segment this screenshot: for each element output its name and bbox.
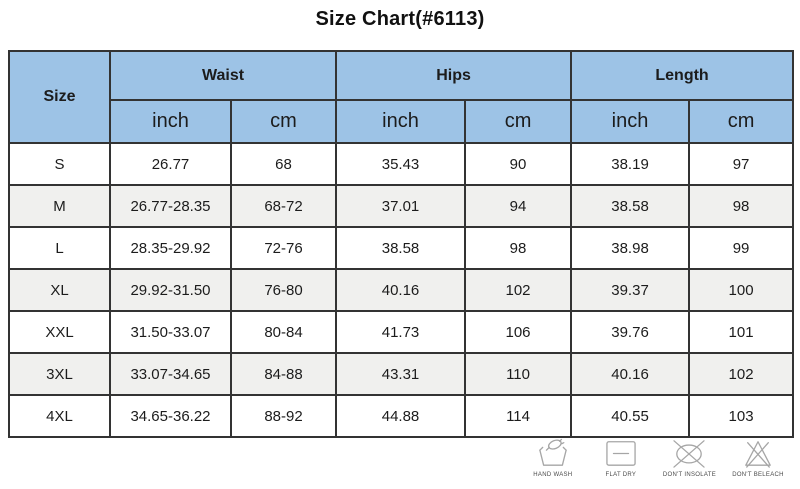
waist-cm-cell: 88-92 xyxy=(231,395,336,437)
size-cell: L xyxy=(9,227,110,269)
table-row-s xyxy=(9,143,793,185)
dont-insolate-icon xyxy=(669,438,709,468)
length-inch-cell: 39.76 xyxy=(571,311,689,353)
flat-dry-icon xyxy=(604,438,638,468)
length-inch-cell: 38.58 xyxy=(571,185,689,227)
waist-inch-cell: 31.50-33.07 xyxy=(110,311,231,353)
hips-inch-cell: 41.73 xyxy=(336,311,465,353)
size-chart-table xyxy=(8,50,794,438)
length-cm-header: cm xyxy=(689,100,793,143)
table-row-l xyxy=(9,227,793,269)
hips-inch-cell: 35.43 xyxy=(336,143,465,185)
waist-inch-cell: 34.65-36.22 xyxy=(110,395,231,437)
table-row-xxl xyxy=(9,311,793,353)
care-label: FLAT DRY xyxy=(605,472,637,478)
hand-wash-icon xyxy=(534,438,572,468)
length-inch-cell: 38.98 xyxy=(571,227,689,269)
size-cell: XXL xyxy=(9,311,110,353)
length-cm-cell: 99 xyxy=(689,227,793,269)
waist-cm-cell: 84-88 xyxy=(231,353,336,395)
care-item-dont-insolate xyxy=(663,438,716,479)
waist-inch-cell: 28.35-29.92 xyxy=(110,227,231,269)
hips-cm-header: cm xyxy=(465,100,571,143)
waist-cm-cell: 76-80 xyxy=(231,269,336,311)
hips-cm-cell: 94 xyxy=(465,185,571,227)
hips-inch-cell: 43.31 xyxy=(336,353,465,395)
hips-cm-cell: 102 xyxy=(465,269,571,311)
table-row-m xyxy=(9,185,793,227)
hips-inch-header: inch xyxy=(336,100,465,143)
care-item-dont-bleach xyxy=(732,438,784,479)
length-cm-cell: 103 xyxy=(689,395,793,437)
length-inch-cell: 39.37 xyxy=(571,269,689,311)
length-inch-header: inch xyxy=(571,100,689,143)
hips-group-header: Hips xyxy=(336,51,571,100)
page-title: Size Chart(#6113) xyxy=(315,8,485,30)
header-group-row xyxy=(9,51,793,100)
waist-inch-header: inch xyxy=(110,100,231,143)
length-cm-cell: 102 xyxy=(689,353,793,395)
care-item-flat-dry xyxy=(595,438,647,479)
length-inch-cell: 40.16 xyxy=(571,353,689,395)
size-cell: 3XL xyxy=(9,353,110,395)
waist-cm-cell: 72-76 xyxy=(231,227,336,269)
waist-cm-header: cm xyxy=(231,100,336,143)
length-cm-cell: 97 xyxy=(689,143,793,185)
hips-cm-cell: 90 xyxy=(465,143,571,185)
table-row-4xl xyxy=(9,395,793,437)
care-label: DON'T INSOLATE xyxy=(662,472,716,478)
size-cell: S xyxy=(9,143,110,185)
dont-bleach-icon xyxy=(740,438,776,468)
care-instructions-strip xyxy=(527,438,784,479)
hips-cm-cell: 106 xyxy=(465,311,571,353)
care-item-hand-wash xyxy=(527,438,579,479)
waist-cm-cell: 80-84 xyxy=(231,311,336,353)
size-cell: M xyxy=(9,185,110,227)
care-label: DON'T BELEACH xyxy=(732,472,784,478)
waist-inch-cell: 26.77-28.35 xyxy=(110,185,231,227)
length-group-header: Length xyxy=(571,51,793,100)
waist-inch-cell: 29.92-31.50 xyxy=(110,269,231,311)
hips-cm-cell: 114 xyxy=(465,395,571,437)
waist-inch-cell: 26.77 xyxy=(110,143,231,185)
table-row-3xl xyxy=(9,353,793,395)
hips-inch-cell: 38.58 xyxy=(336,227,465,269)
waist-cm-cell: 68 xyxy=(231,143,336,185)
header-unit-row xyxy=(9,100,793,143)
hips-inch-cell: 40.16 xyxy=(336,269,465,311)
length-cm-cell: 101 xyxy=(689,311,793,353)
size-cell: 4XL xyxy=(9,395,110,437)
waist-inch-cell: 33.07-34.65 xyxy=(110,353,231,395)
size-column-header: Size xyxy=(9,51,110,143)
waist-group-header: Waist xyxy=(110,51,336,100)
length-inch-cell: 40.55 xyxy=(571,395,689,437)
hips-inch-cell: 44.88 xyxy=(336,395,465,437)
hips-cm-cell: 98 xyxy=(465,227,571,269)
waist-cm-cell: 68-72 xyxy=(231,185,336,227)
table-row-xl xyxy=(9,269,793,311)
hips-inch-cell: 37.01 xyxy=(336,185,465,227)
length-inch-cell: 38.19 xyxy=(571,143,689,185)
care-label: HAND WASH xyxy=(533,472,573,478)
size-cell: XL xyxy=(9,269,110,311)
hips-cm-cell: 110 xyxy=(465,353,571,395)
length-cm-cell: 98 xyxy=(689,185,793,227)
length-cm-cell: 100 xyxy=(689,269,793,311)
